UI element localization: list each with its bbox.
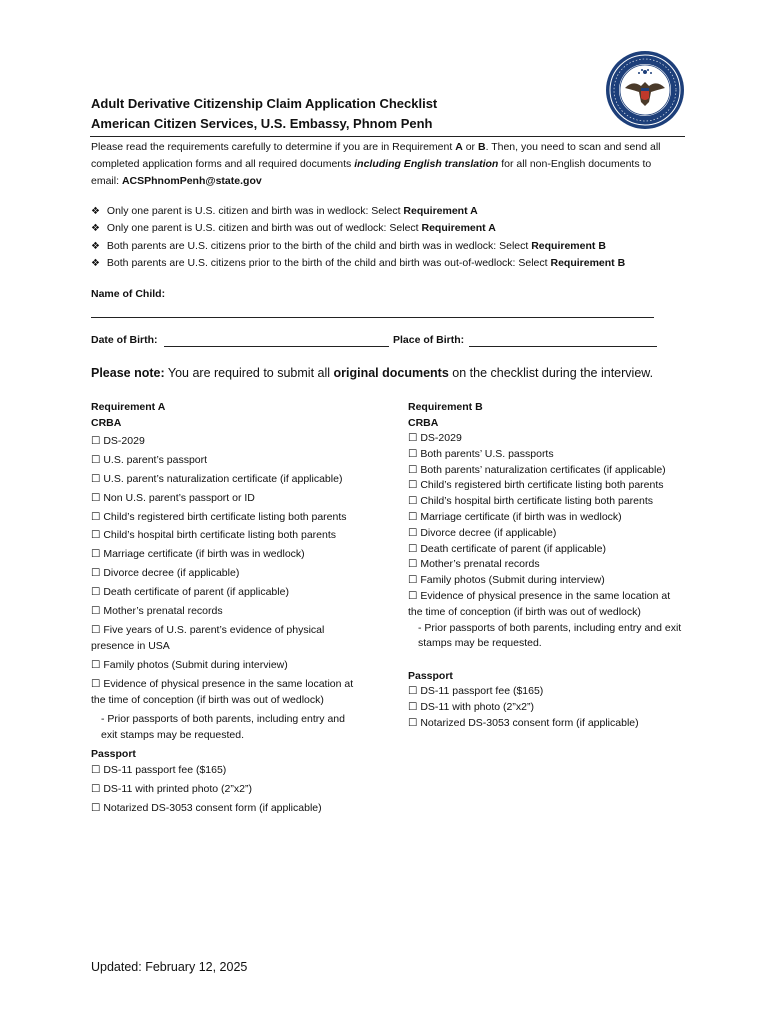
checkbox-icon: ☐ (91, 764, 101, 777)
checklist-item (408, 589, 683, 621)
checklist-item (91, 657, 356, 673)
checklist-item (91, 546, 356, 562)
updated-date: Updated: February 12, 2025 (91, 960, 248, 974)
checklist-item (91, 433, 356, 449)
checklist-item-text: Both parents’ U.S. passports (420, 447, 554, 460)
checklist-item-text: Notarized DS-3053 consent form (if applicable) (420, 716, 639, 729)
bullet-text: Only one parent is U.S. citizen and birth was out of wedlock: Select (106, 222, 422, 235)
requirement-a-column (91, 399, 356, 819)
checklist-item (408, 573, 683, 589)
passport-heading: Passport (91, 748, 136, 761)
checklist-item-text: DS-11 with printed photo (2”x2”) (103, 783, 252, 796)
checklist-item-text: Divorce decree (if applicable) (103, 567, 240, 580)
checklist-item-text: U.S. parent’s naturalization certificate (if applicable) (103, 472, 343, 485)
checkbox-icon: ☐ (91, 567, 101, 580)
checklist-item-text: Five years of U.S. parent’s evidence of physical presence in USA (91, 623, 325, 653)
checkbox-icon: ☐ (91, 435, 101, 447)
checklist-item (91, 565, 356, 581)
document-title: Adult Derivative Citizenship Claim Application Checklist (91, 96, 438, 111)
checkbox-icon: ☐ (408, 700, 418, 713)
date-of-birth-field-line (164, 346, 389, 347)
checkbox-icon: ☐ (408, 479, 418, 492)
checklist-item-text: Death certificate of parent (if applicable) (420, 542, 606, 555)
checklist-item-text: Both parents’ naturalization certificates (if applicable) (420, 463, 666, 476)
requirement-selection-list (91, 203, 691, 272)
checkbox-icon: ☐ (91, 472, 101, 485)
diamond-bullet-icon: ❖ (91, 257, 100, 269)
checkbox-icon: ☐ (91, 491, 101, 504)
checklist-item (91, 471, 356, 487)
checklist-item (408, 510, 683, 526)
requirement-bullet (91, 255, 691, 272)
please-note: Please note: You are required to submit all original documents on the checklist during the interview. (91, 366, 654, 380)
date-of-birth-label: Date of Birth: (91, 334, 158, 346)
checkbox-icon: ☐ (91, 510, 101, 523)
passport-heading: Passport (408, 670, 453, 683)
checklist-item-text: Marriage certificate (if birth was in wedlock) (420, 510, 622, 523)
checklist-item-text: Non U.S. parent’s passport or ID (103, 491, 255, 504)
checklist-item (91, 490, 356, 506)
checklist-item (91, 622, 356, 655)
intro-paragraph: Please read the requirements carefully to determine if you are in Requirement A or B. Then, you need to scan and send all completed application forms and all required documents including English translation for all non-English documents to email: ACSPhnomPenh@state.gov (91, 141, 661, 187)
diamond-bullet-icon: ❖ (91, 206, 100, 217)
diamond-bullet-icon: ❖ (91, 240, 100, 252)
checklist-item-text: DS-11 passport fee ($165) (420, 685, 544, 698)
checklist-item-text: Evidence of physical presence in the same location at the time of conception (if birth was out of wedlock) (408, 589, 671, 618)
checkbox-icon: ☐ (91, 586, 101, 599)
checklist-item (91, 762, 356, 778)
checklist-item-text: Evidence of physical presence in the same location at the time of conception (if birth was out of wedlock) (91, 677, 354, 707)
checkbox-icon: ☐ (91, 783, 101, 796)
bullet-text: Both parents are U.S. citizens prior to the birth of the child and birth was in wedlock: Select (106, 239, 532, 252)
checkbox-icon: ☐ (408, 574, 418, 587)
requirement-bullet (91, 238, 691, 255)
crba-subtitle: CRBA (91, 417, 122, 429)
checklist-item (408, 463, 683, 479)
checkbox-icon: ☐ (91, 623, 101, 636)
checklist-item (408, 478, 683, 494)
checklist-item (408, 431, 683, 447)
requirement-bullet (91, 220, 691, 237)
checklist-item-text: DS-2029 (420, 432, 462, 444)
checkbox-icon: ☐ (408, 432, 418, 444)
diamond-bullet-icon: ❖ (91, 223, 100, 235)
checkbox-icon: ☐ (408, 558, 418, 571)
crba-subtitle: CRBA (408, 417, 439, 429)
checkbox-icon: ☐ (408, 589, 418, 602)
checklist-item (408, 716, 683, 732)
checkbox-icon: ☐ (91, 605, 101, 618)
requirement-bullet (91, 203, 691, 220)
checklist-item-text: Mother’s prenatal records (103, 605, 223, 618)
checkbox-icon: ☐ (91, 548, 101, 561)
checkbox-icon: ☐ (408, 495, 418, 508)
checklist-item-text: Notarized DS-3053 consent form (if applicable) (103, 802, 322, 815)
checkbox-icon: ☐ (91, 659, 101, 672)
document-subtitle: American Citizen Services, U.S. Embassy, Phnom Penh (91, 116, 433, 131)
checkbox-icon: ☐ (91, 802, 101, 815)
checklist-item (408, 700, 683, 716)
checklist-item (408, 542, 683, 558)
checklist-subnote: - Prior passports of both parents, including entry and exit stamps may be requested. (101, 713, 345, 742)
title-divider (90, 136, 685, 137)
checkbox-icon: ☐ (408, 510, 418, 523)
checklist-item-text: U.S. parent’s passport (103, 453, 208, 466)
bullet-requirement: Requirement B (550, 256, 626, 269)
checkbox-icon: ☐ (408, 685, 418, 698)
bullet-requirement: Requirement A (403, 205, 478, 217)
bullet-requirement: Requirement A (421, 222, 496, 235)
checklist-item (408, 526, 683, 542)
checklist-item-text: Divorce decree (if applicable) (420, 526, 557, 539)
child-name-field-line (91, 317, 654, 318)
checklist-item-text: Family photos (Submit during interview) (420, 574, 605, 587)
checklist-item (91, 527, 356, 543)
checklist-item (91, 452, 356, 468)
checklist-item (408, 447, 683, 463)
requirement-b-column (408, 399, 683, 732)
checklist-item (408, 684, 683, 700)
checkbox-icon: ☐ (408, 463, 418, 476)
checkbox-icon: ☐ (408, 542, 418, 555)
checklist-item (408, 557, 683, 573)
checklist-item (91, 781, 356, 797)
checklist-item-text: Child’s hospital birth certificate listing both parents (103, 529, 337, 542)
checklist-item-text: DS-11 passport fee ($165) (103, 764, 227, 777)
place-of-birth-label: Place of Birth: (393, 334, 465, 346)
checkbox-icon: ☐ (91, 453, 101, 466)
checkbox-icon: ☐ (408, 526, 418, 539)
checklist-subnote: - Prior passports of both parents, including entry and exit stamps may be requested. (418, 621, 682, 650)
checklist-item (91, 676, 356, 709)
checklist-item (91, 509, 356, 525)
requirement-title: Requirement A (91, 401, 166, 413)
checklist-item-text: Death certificate of parent (if applicable) (103, 586, 289, 599)
checklist-item-text: DS-2029 (103, 435, 145, 447)
checklist-item-text: Marriage certificate (if birth was in wedlock) (103, 548, 305, 561)
checkbox-icon: ☐ (91, 677, 101, 690)
checkbox-icon: ☐ (91, 529, 101, 542)
child-name-label: Name of Child: (91, 288, 166, 300)
checklist-item-text: Child’s registered birth certificate listing both parents (103, 510, 347, 523)
requirement-title: Requirement B (408, 401, 483, 413)
checklist-item (91, 584, 356, 600)
bullet-text: Both parents are U.S. citizens prior to the birth of the child and birth was out-of-wedlock: Select (106, 256, 551, 269)
checkbox-icon: ☐ (408, 447, 418, 460)
checklist-item-text: DS-11 with photo (2”x2”) (420, 700, 534, 713)
checkbox-icon: ☐ (408, 716, 418, 729)
checklist-item-text: Family photos (Submit during interview) (103, 659, 288, 672)
checklist-item-text: Child’s registered birth certificate listing both parents (420, 479, 664, 492)
email-address: ACSPhnomPenh@state.gov (121, 175, 262, 187)
checklist-item-text: Mother’s prenatal records (420, 558, 540, 571)
place-of-birth-field-line (469, 346, 657, 347)
checklist-item (408, 494, 683, 510)
checklist-item-text: Child’s hospital birth certificate listing both parents (420, 495, 654, 508)
bullet-text: Only one parent is U.S. citizen and birth was in wedlock: Select (106, 205, 404, 217)
checklist-item (91, 603, 356, 619)
bullet-requirement: Requirement B (531, 239, 606, 252)
checklist-item (91, 800, 356, 816)
